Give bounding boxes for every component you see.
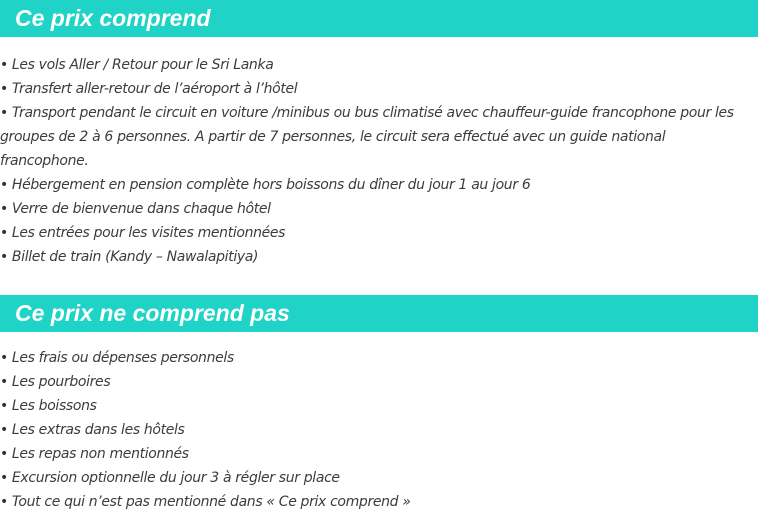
list-item-text: Hébergement en pension complète hors boissons du dîner du jour 1 au jour 6 <box>11 177 531 193</box>
list-item <box>0 197 750 221</box>
bullet-icon: • <box>0 105 8 121</box>
list-item <box>0 173 750 197</box>
bullet-icon: • <box>0 470 8 486</box>
bullet-icon: • <box>0 57 8 73</box>
list-item <box>0 418 750 442</box>
list-item <box>0 53 750 77</box>
list-item <box>0 77 750 101</box>
list-item-text: Billet de train (Kandy – Nawalapitiya) <box>11 249 259 265</box>
list-item-text: Transport pendant le circuit en voiture /minibus ou bus climatisé avec chauffeur-guide francophone pour les groupes de 2 à 6 personnes. A partir de 7 personnes, le circuit sera effectué avec un guide national francophone. <box>0 105 734 169</box>
list-item <box>0 490 750 514</box>
included-list <box>0 53 750 269</box>
list-item-text: Tout ce qui n’est pas mentionné dans « Ce prix comprend » <box>11 494 411 510</box>
list-item-text: Les repas non mentionnés <box>11 446 189 462</box>
excluded-title: Ce prix ne comprend pas <box>15 300 290 326</box>
bullet-icon: • <box>0 398 8 414</box>
excluded-section <box>0 295 758 514</box>
bullet-icon: • <box>0 81 8 97</box>
list-item-text: Transfert aller-retour de l’aéroport à l’hôtel <box>11 81 298 97</box>
included-title: Ce prix comprend <box>15 5 211 31</box>
list-item <box>0 466 750 490</box>
bullet-icon: • <box>0 177 8 193</box>
list-item-text: Les vols Aller / Retour pour le Sri Lanka <box>11 57 274 73</box>
included-banner <box>0 0 758 37</box>
bullet-icon: • <box>0 494 8 510</box>
list-item-text: Les extras dans les hôtels <box>11 422 185 438</box>
list-item <box>0 370 750 394</box>
list-item-text: Verre de bienvenue dans chaque hôtel <box>11 201 271 217</box>
bullet-icon: • <box>0 350 8 366</box>
list-item <box>0 394 750 418</box>
excluded-list <box>0 346 750 514</box>
list-item-text: Les entrées pour les visites mentionnées <box>11 225 286 241</box>
bullet-icon: • <box>0 422 8 438</box>
list-item-text: Les pourboires <box>11 374 111 390</box>
list-item <box>0 101 750 173</box>
list-item-text: Excursion optionnelle du jour 3 à régler sur place <box>11 470 340 486</box>
bullet-icon: • <box>0 201 8 217</box>
bullet-icon: • <box>0 249 8 265</box>
excluded-banner <box>0 295 758 332</box>
list-item <box>0 245 750 269</box>
bullet-icon: • <box>0 374 8 390</box>
list-item <box>0 346 750 370</box>
list-item <box>0 221 750 245</box>
list-item-text: Les boissons <box>11 398 97 414</box>
bullet-icon: • <box>0 446 8 462</box>
list-item-text: Les frais ou dépenses personnels <box>11 350 234 366</box>
bullet-icon: • <box>0 225 8 241</box>
list-item <box>0 442 750 466</box>
